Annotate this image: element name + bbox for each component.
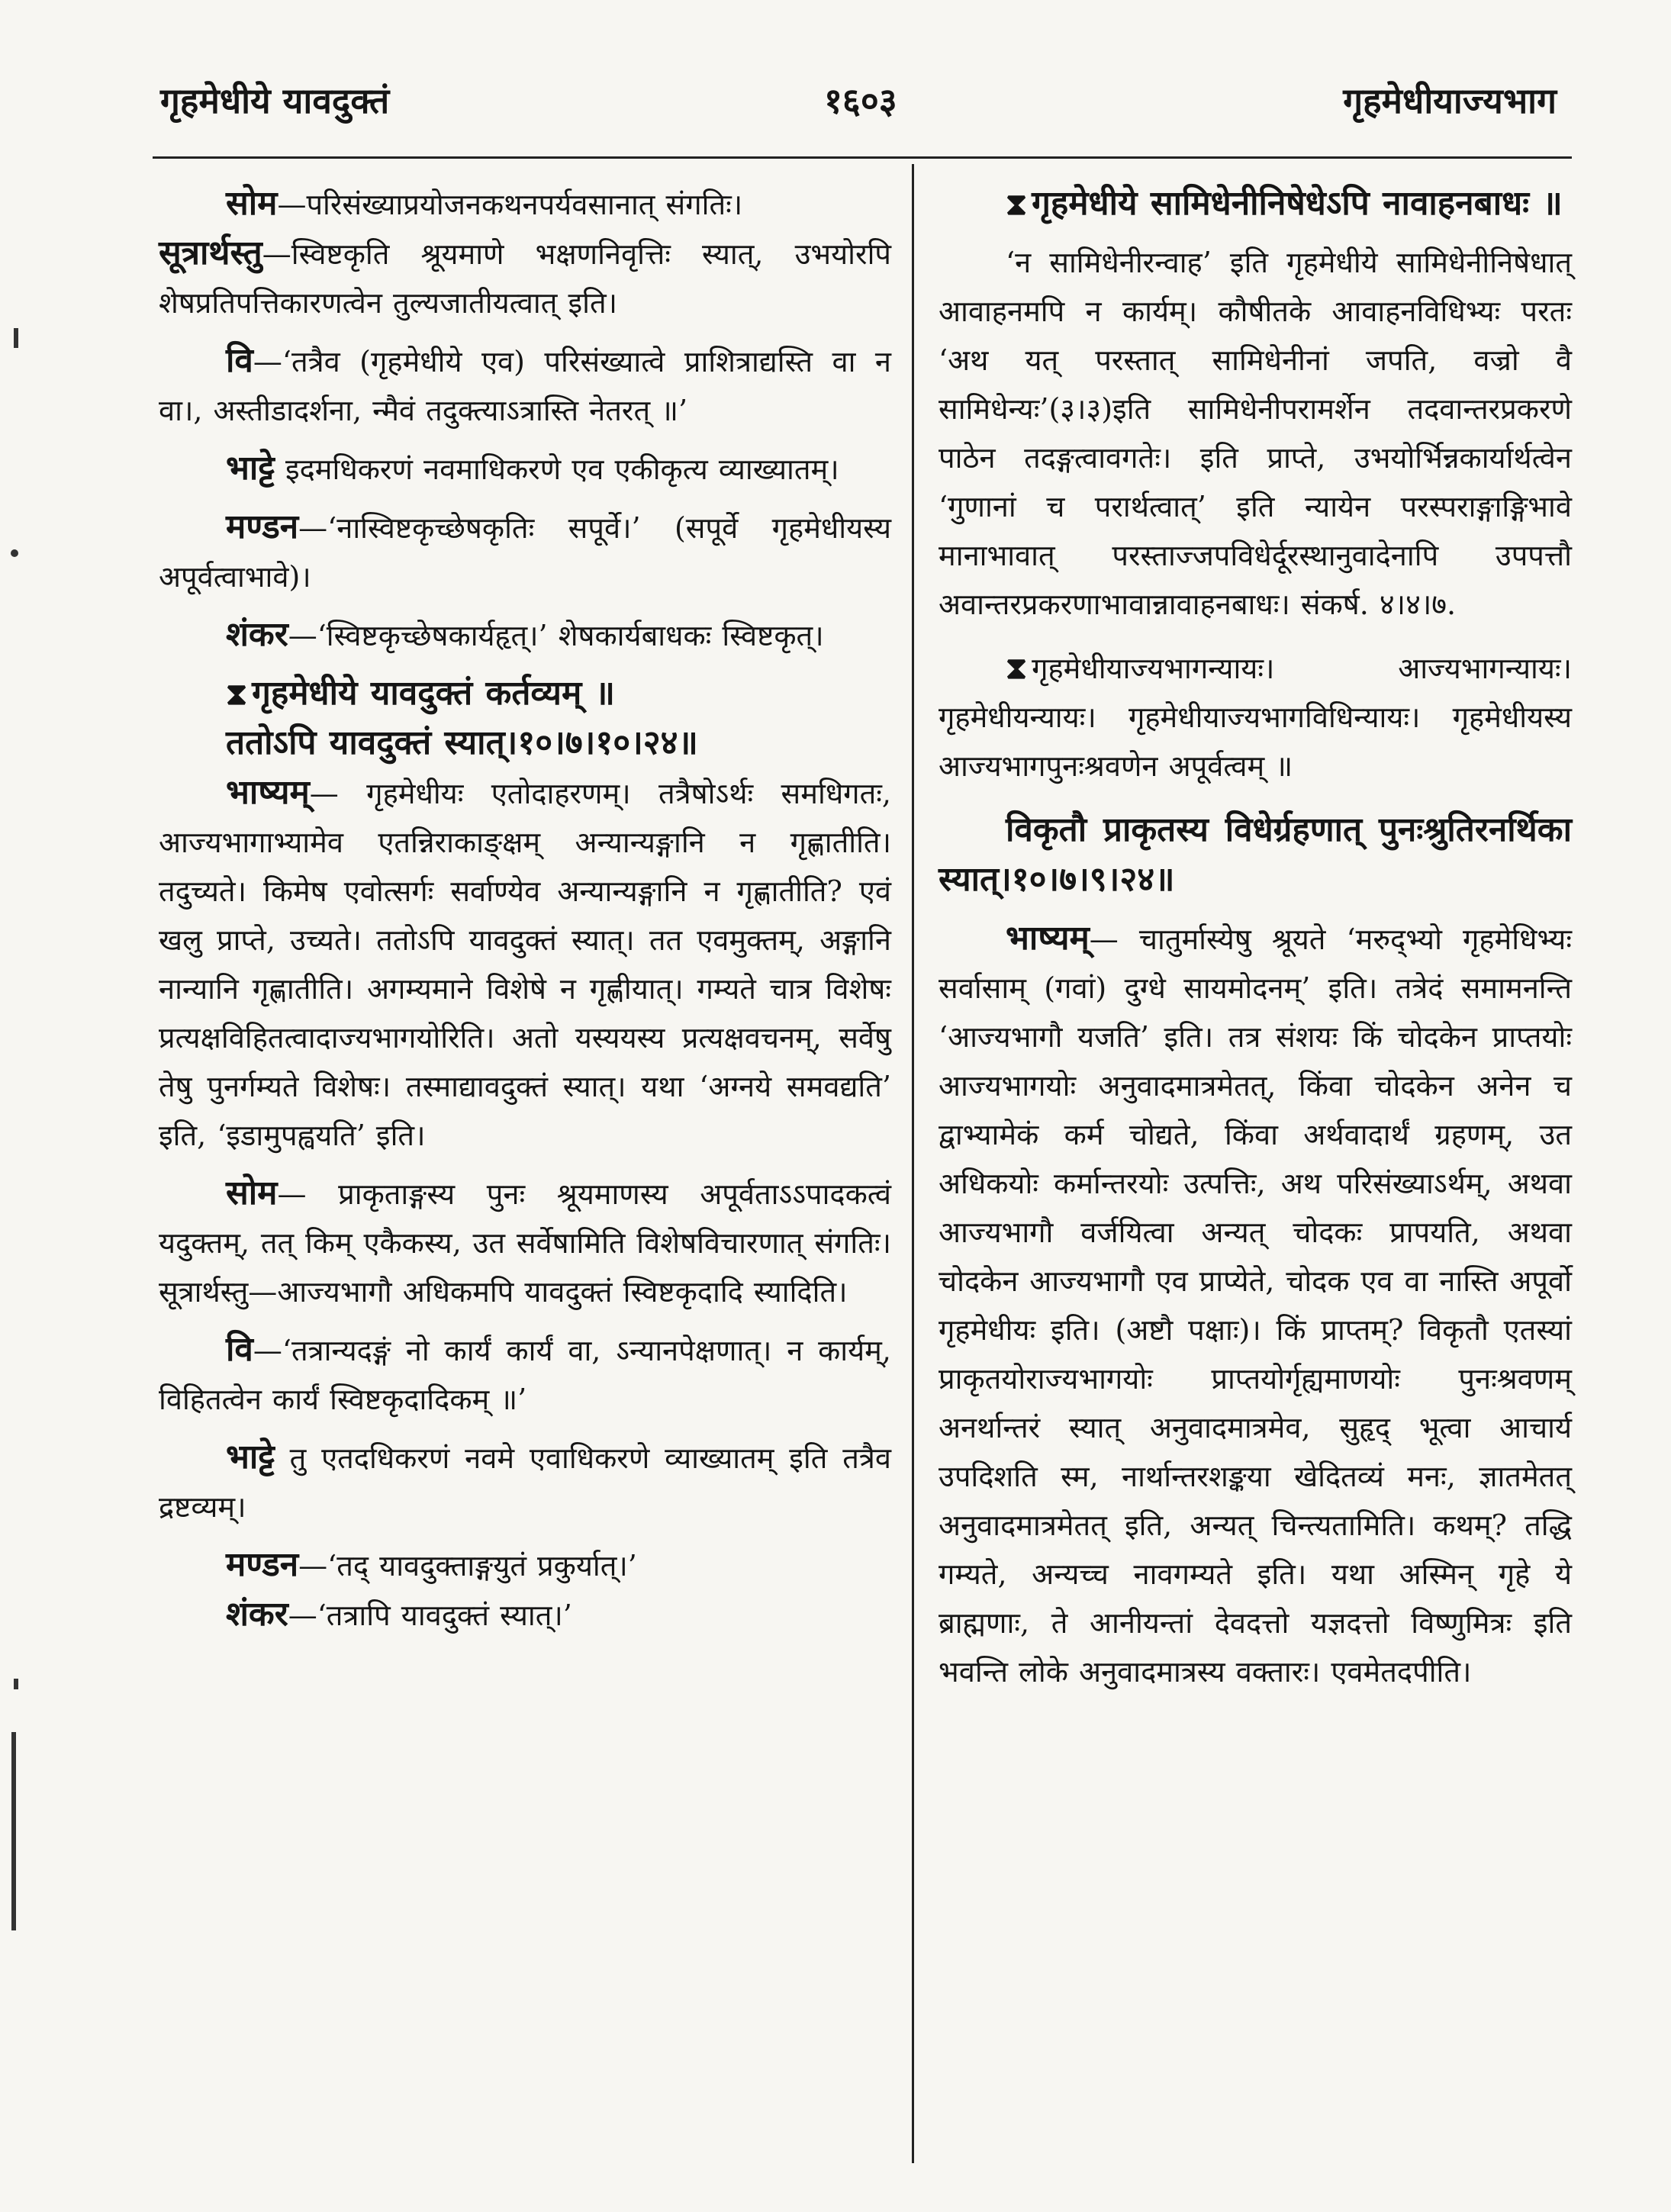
- paragraph: [159, 768, 891, 1160]
- paragraph-text: —‘तत्रैव (गृहमेधीये एव) परिसंख्यात्वे प्राशित्राद्यस्ति वा न वा।, अस्तीडादर्शना, न्मैवं तदुक्त्याऽत्रास्ति नेतरत् ॥’: [159, 345, 891, 427]
- paragraph-label: मण्डन: [226, 507, 299, 546]
- sutra-text: विकृतौ प्राकृतस्य विधेर्ग्रहणात् पुनःश्रुतिरनर्थिका स्यात्।१०।७।९।२४॥: [939, 810, 1572, 899]
- paragraph-text: —‘नास्विष्टकृच्छेषकृतिः सपूर्वे।’ (सपूर्वे गृहमेधीयस्य अपूर्वत्वाभावे)।: [159, 511, 891, 594]
- section-heading: [939, 644, 1572, 790]
- header-rule: [153, 156, 1572, 159]
- paragraph: [159, 1590, 891, 1640]
- section-mark-icon: ⧗: [226, 676, 248, 712]
- page-header: [137, 60, 1572, 151]
- sutra: [939, 806, 1572, 905]
- running-head-left: गृहमेधीये यावदुक्तं: [160, 80, 390, 121]
- paragraph-text: इदमधिकरणं नवमाधिकरणे एव एकीकृत्य व्याख्यातम्।: [285, 452, 839, 486]
- paragraph-text: — गृहमेधीयः एतोदाहरणम्। तत्रैषोऽर्थः समधिगतः, आज्यभागाभ्यामेव एतन्निराकाङ्क्षम् अन्यान्यङ्गानि न गृह्णातीति। तदुच्यते। किमेष एवोत्सर्गः सर्वाण्येव अन्यान्यङ्गानि न गृह्णातीति? एवं खलु प्राप्ते, उच्यते। ततोऽपि यावदुक्तं स्यात्। तत एवमुक्तम्, अङ्गानि नान्यानि गृह्णातीति। अगम्यमाने विशेषे न गृह्णीयात्। गम्यते चात्र विशेषः प्रत्यक्षविहितत्वादाज्यभागयोरिति। अतो यस्ययस्य प्रत्यक्षवचनम्, सर्वेषु तेषु पुनर्गम्यते विशेषः। तस्माद्यावदुक्तं स्यात्। यथा ‘अग्नये समवद्यति’ इति, ‘इडामुपह्वयति’ इति।: [159, 777, 891, 1152]
- section-mark-icon: ⧗: [1006, 650, 1028, 686]
- heading-text: गृहमेधीये सामिधेनीनिषेधेऽपि नावाहनबाधः ॥: [1032, 184, 1563, 223]
- paragraph: [159, 444, 891, 494]
- right-column: [939, 179, 1572, 1696]
- margin-mark: [11, 1732, 16, 1930]
- paragraph-text: — चातुर्मास्येषु श्रूयते ‘मरुद्भ्यो गृहमेधिभ्यः सर्वासाम् (गवां) दुग्धे सायमोदनम्’ इति। तत्रेदं समामनन्ति ‘आज्यभागौ यजति’ इति। तत्र संशयः किं चोदकेन प्राप्तयोः आज्यभागयोः अनुवादमात्रमेतत्, किंवा चोदकेन अनेन च द्वाभ्यामेकं कर्म चोद्यते, किंवा अर्थवादार्थं ग्रहणम्, उत अधिकयोः कर्मान्तरयोः उत्पत्तिः, अथ परिसंख्याऽर्थम्, अथवा आज्यभागौ वर्जयित्वा अन्यत् चोदकः प्रापयति, अथवा चोदकेन आज्यभागौ एव प्राप्येते, चोदक एव वा नास्ति अपूर्वो गृहमेधीयः इति। (अष्टौ पक्षाः)। किं प्राप्तम्? विकृतौ एतस्यां प्राकृतयोराज्यभागयोः प्राप्तयोर्गृह्यमाणयोः पुनःश्रवणम् अनर्थान्तरं स्यात् अनुवादमात्रमेव, सुहृद् भूत्वा आचार्य उपदिशति स्म, नार्थान्तरशङ्कया खेदितव्यं मनः, ज्ञातमेतत् अनुवादमात्रमेतत् इति, अन्यत् चिन्त्यतामिति। कथम्? तद्धि गम्यते, अन्यच्च नावगम्यते इति। यथा अस्मिन् गृहे ये ब्राह्मणाः, ते आनीयन्तां देवदत्तो यज्ञदत्तो विष्णुमित्रः इति भवन्ति लोके अनुवादमात्रस्य वक्तारः। एवमेतदपीति।: [939, 922, 1572, 1689]
- paragraph: [159, 1169, 891, 1316]
- paragraph-label: शंकर: [226, 615, 288, 654]
- paragraph-label: वि: [226, 1330, 253, 1369]
- margin-mark: [14, 1679, 18, 1689]
- running-head-right: गृहमेधीयाज्यभाग: [1343, 80, 1557, 121]
- paragraph: [939, 914, 1572, 1696]
- margin-mark: [14, 328, 18, 348]
- paragraph-text: —‘तद् यावदुक्ताङ्गयुतं प्रकुर्यात्।’: [298, 1549, 637, 1583]
- paragraph-text: ‘न सामिधेनीरन्वाह’ इति गृहमेधीये सामिधेनीनिषेधात् आवाहनमपि न कार्यम्। कौषीतके आवाहनविधिभ्यः परतः ‘अथ यत् परस्तात् सामिधेनीनां जपति, वज्रो वै सामिधेन्यः’(३।३)इति सामिधेनीपरामर्शेन तदवान्तरप्रकरणे पाठेन तदङ्गत्वावगतेः। इति प्राप्ते, उभयोर्भिन्नकार्यार्थत्वेन ‘गुणानां च परार्थत्वात्’ इति न्यायेन परस्पराङ्गाङ्गिभावे मानाभावात् परस्ताज्जपविधेर्दूरस्थानुवादेनापि उपपत्तौ अवान्तरप्रकरणाभावान्नावाहनबाधः। संकर्ष. ४।४।७.: [939, 246, 1572, 621]
- page-number: १६०३: [824, 80, 897, 121]
- sutra-text: ततोऽपि यावदुक्तं स्यात्।१०।७।१०।२४॥: [226, 723, 698, 762]
- paragraph: [159, 229, 891, 327]
- paragraph-text: — प्राकृताङ्गस्य पुनः श्रूयमाणस्य अपूर्वताऽऽपादकत्वं यदुक्तम्, तत् किम् एकैकस्य, उत सर्वेषामिति विशेषविचारणात् संगतिः। सूत्रार्थस्तु—आज्यभागौ अधिकमपि यावदुक्तं स्विष्टकृदादि स्यादिति।: [159, 1177, 891, 1309]
- paragraph: [159, 1433, 891, 1531]
- paragraph-label: भाट्टे: [226, 1438, 275, 1476]
- paragraph-label: शंकर: [226, 1595, 288, 1634]
- paragraph-label: भाष्यम्: [226, 773, 310, 812]
- section-mark-icon: ⧗: [1006, 186, 1028, 222]
- paragraph-text: —‘तत्रान्यदङ्गं नो कार्यं कार्यं वा, ऽन्यानपेक्षणात्। न कार्यम्, विहितत्वेन कार्यं स्विष्टकृदादिकम् ॥’: [159, 1334, 891, 1416]
- heading-text: गृहमेधीये यावदुक्तं कर्तव्यम् ॥: [252, 674, 615, 713]
- paragraph-text: —‘तत्रापि यावदुक्तं स्यात्।’: [288, 1599, 572, 1632]
- paragraph-label: भाट्टे: [226, 449, 275, 488]
- margin-mark: [11, 549, 18, 557]
- paragraph-text: तु एतदधिकरणं नवमे एवाधिकरणे व्याख्यातम् इति तत्रैव द्रष्टव्यम्।: [159, 1441, 891, 1524]
- left-column: [159, 179, 891, 1640]
- paragraph: [159, 336, 891, 435]
- paragraph: [159, 179, 891, 229]
- paragraph-text: —‘स्विष्टकृच्छेषकार्यहृत्।’ शेषकार्यबाधकः स्विष्टकृत्।: [288, 619, 824, 652]
- section-heading: [939, 179, 1572, 229]
- paragraph-label: भाष्यम्: [1006, 919, 1090, 958]
- paragraph: [159, 1325, 891, 1424]
- paragraph-label: मण्डन: [226, 1545, 299, 1584]
- paragraph-label: सोम: [226, 1174, 278, 1212]
- paragraph: [939, 238, 1572, 629]
- paragraph: [159, 1541, 891, 1590]
- section-heading: [159, 669, 891, 719]
- paragraph-text: —परिसंख्याप्रयोजनकथनपर्यवसानात् संगतिः।: [277, 188, 743, 221]
- paragraph-text: गृहमेधीयाज्यभागन्यायः। आज्यभागन्यायः। गृहमेधीयन्यायः। गृहमेधीयाज्यभागविधिन्यायः। गृहमेधीयस्य आज्यभागपुनःश्रवणेन अपूर्वत्वम् ॥: [939, 652, 1572, 783]
- paragraph: [159, 503, 891, 601]
- paragraph-label: सोम: [226, 184, 278, 223]
- paragraph-label: वि: [226, 341, 253, 380]
- column-divider: [912, 164, 914, 2163]
- sutra: [159, 719, 891, 768]
- paragraph-text: —स्विष्टकृति श्रूयमाणे भक्षणनिवृत्तिः स्यात्, उभयोरपि शेषप्रतिपत्तिकारणत्वेन तुल्यजातीयत्वात् इति।: [159, 237, 891, 320]
- paragraph-label: सूत्रार्थस्तु: [159, 233, 262, 272]
- paragraph: [159, 610, 891, 660]
